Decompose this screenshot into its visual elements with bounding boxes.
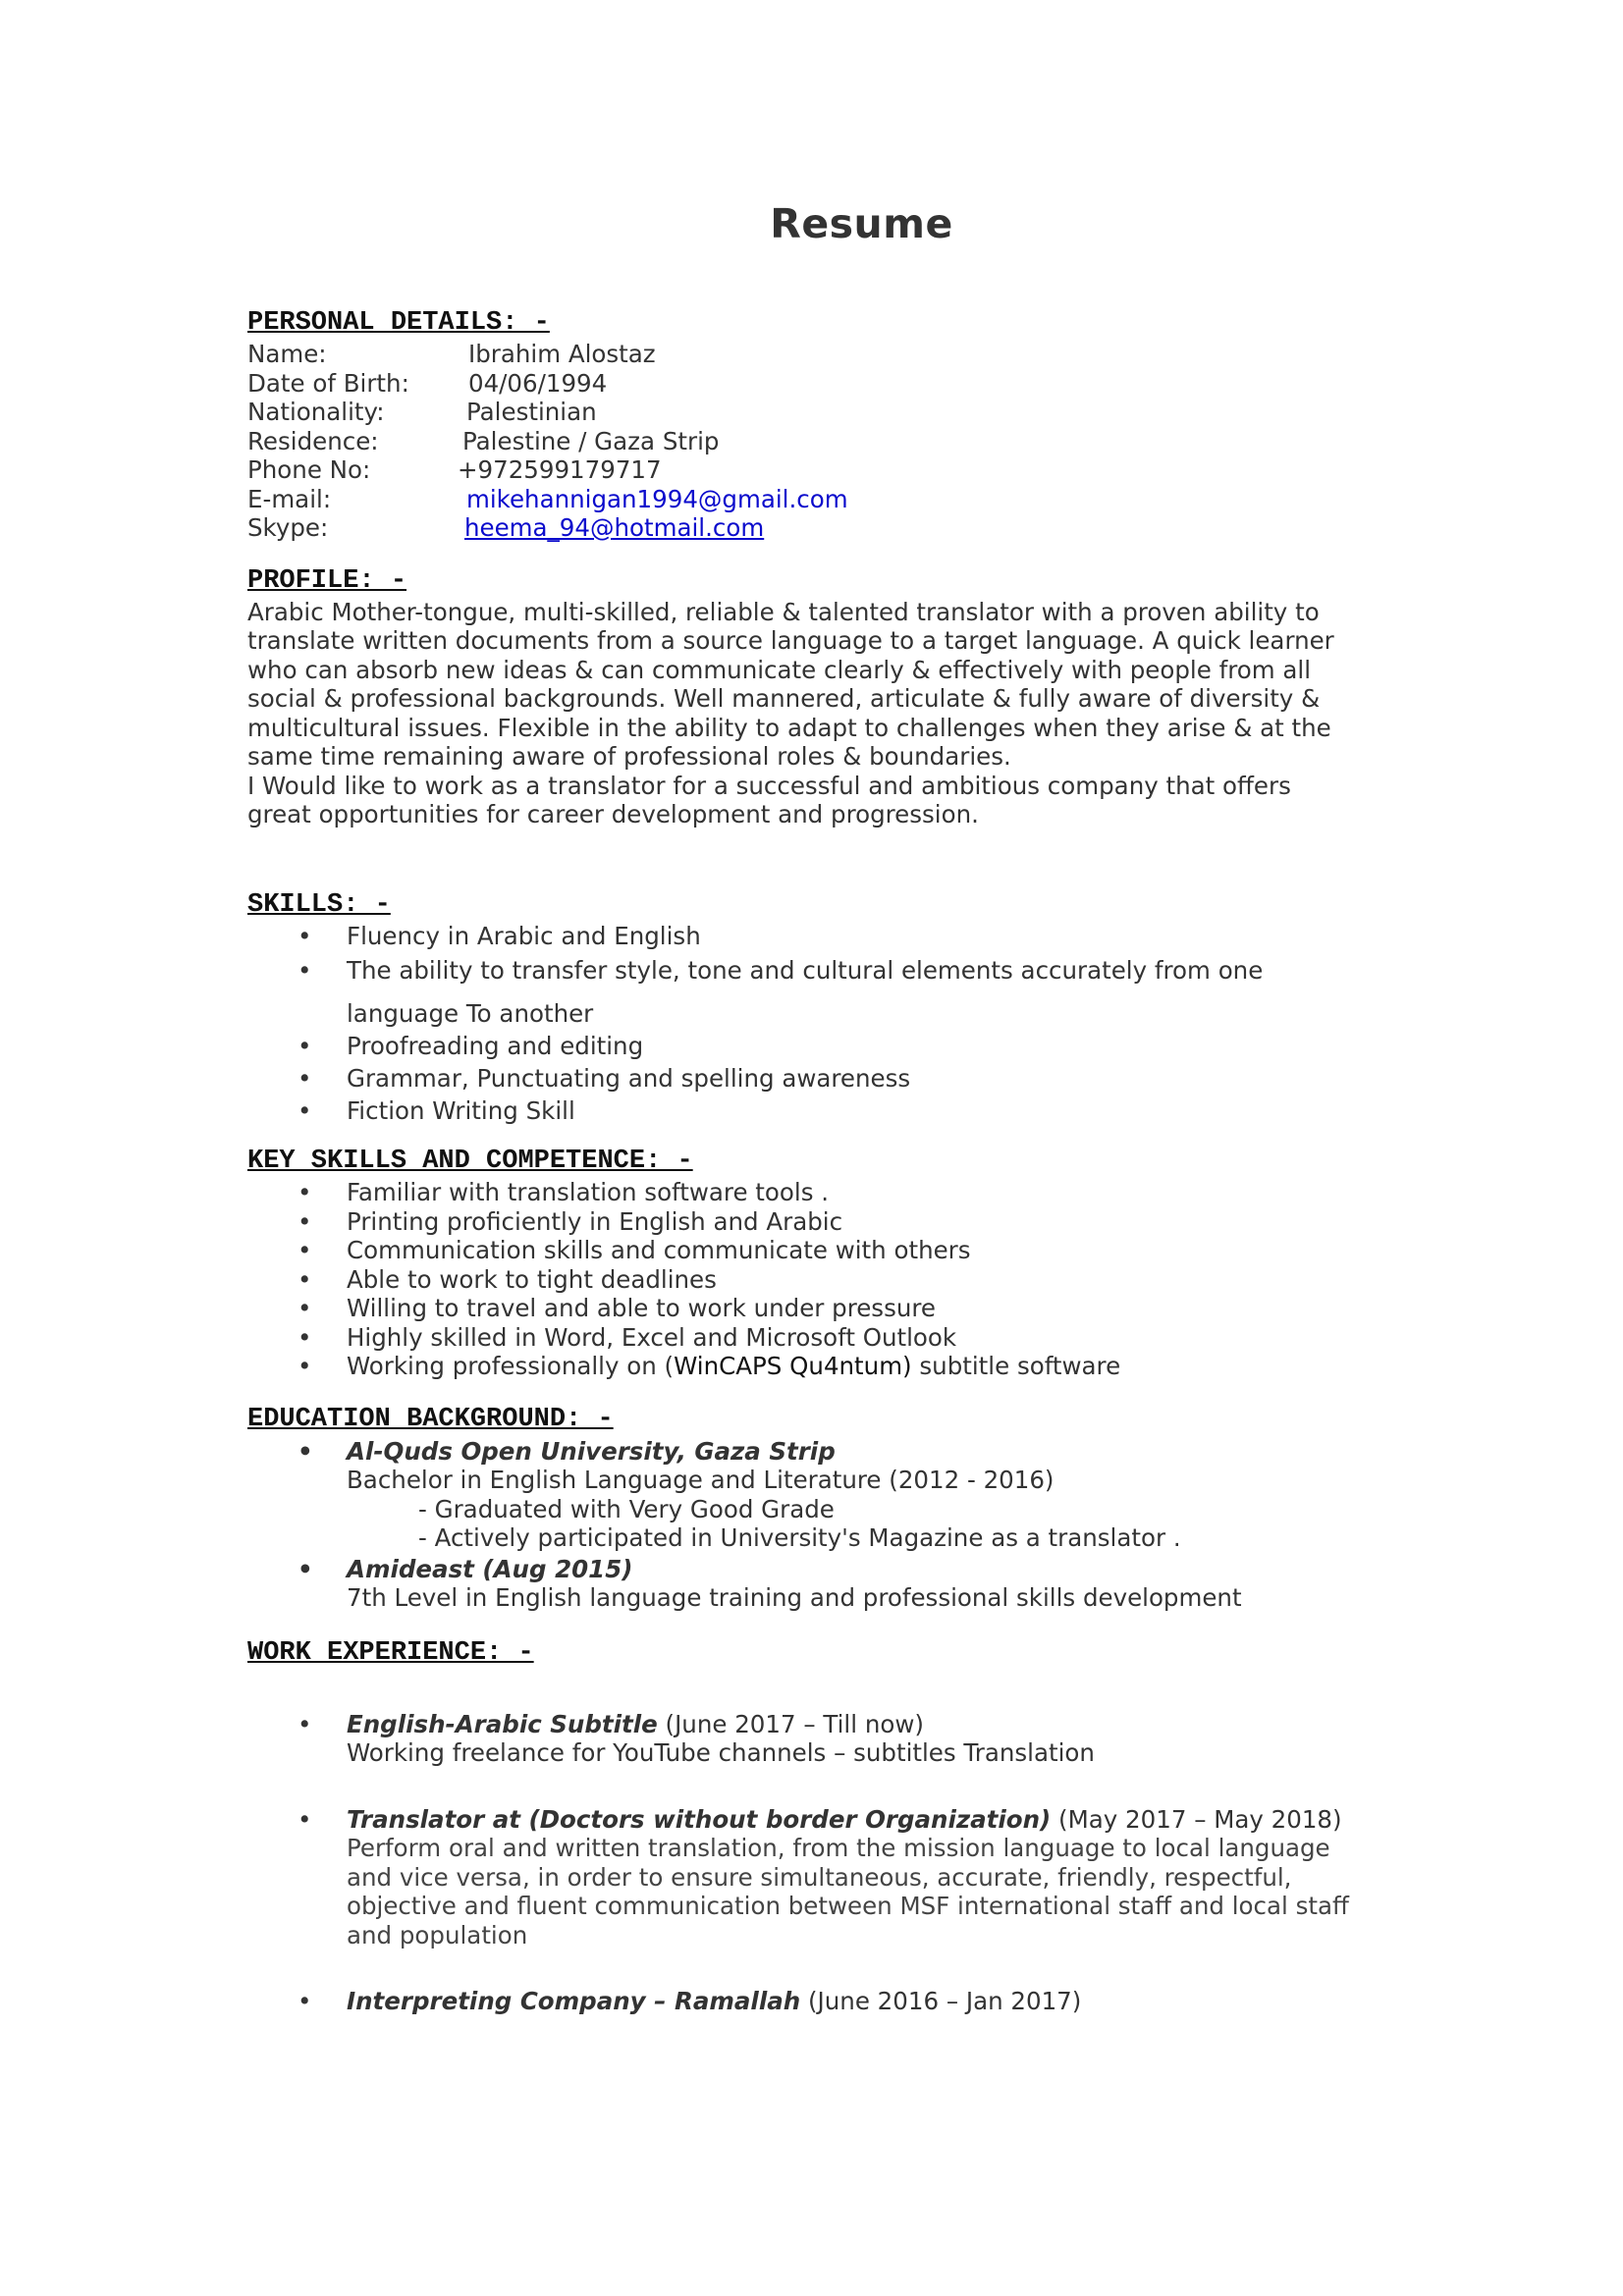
job-role: Interpreting Company – Ramallah (347, 1987, 801, 2015)
list-item: • Familiar with translation software tools . (298, 1178, 830, 1206)
list-item: • Working professionally on (WinCAPS Qu4ntum) subtitle software (298, 1352, 1121, 1380)
bullet-icon: • (298, 955, 312, 985)
profile-line: same time remaining aware of professional roles & boundaries. (247, 742, 1011, 771)
list-item: • Able to work to tight deadlines (298, 1264, 717, 1294)
dob-label: Date of Birth: (247, 368, 409, 398)
list-item (247, 1987, 1386, 2016)
phone-row (247, 455, 1386, 485)
residence-row (247, 427, 1386, 456)
job-period: (June 2016 – Jan 2017) (800, 1987, 1082, 2015)
education-title: Al-Quds Open University, Gaza Strip (347, 1436, 836, 1466)
bullet-icon: • (298, 1294, 312, 1322)
key-skills-heading: KEY SKILLS AND COMPETENCE: - (247, 1147, 693, 1176)
list-item (247, 1805, 1386, 1950)
key-skills-list (247, 1178, 1386, 1381)
phone-label: Phone No: (247, 455, 371, 484)
bullet-icon: • (298, 1178, 312, 1206)
nationality-label: Nationality: (247, 398, 385, 426)
job-description: and population (347, 1920, 528, 1949)
bullet-icon: • (298, 1352, 312, 1380)
list-item: • The ability to transfer style, tone and cultural elements accurately from one language To another (247, 949, 1386, 1036)
list-item: • Fluency in Arabic and English (298, 921, 701, 950)
profile-line: Arabic Mother-tongue, multi-skilled, reliable & talented translator with a proven ability to (247, 597, 1320, 626)
dob-row (247, 369, 1386, 399)
bullet-icon: • (298, 1031, 312, 1060)
list-item (247, 1437, 1386, 1553)
list-item (247, 1710, 1386, 1768)
profile-line: translate written documents from a source language to a target language. A quick learner (247, 626, 1334, 655)
education-note: - Graduated with Very Good Grade (418, 1494, 835, 1523)
bullet-icon: • (298, 1236, 312, 1264)
list-item: • Proofreading and editing (298, 1031, 644, 1060)
name-label: Name: (247, 340, 327, 368)
job-role: English-Arabic Subtitle (347, 1709, 658, 1738)
job-description: objective and fluent communication between MSF international staff and local staff (347, 1892, 1349, 1920)
list-item: • Highly skilled in Word, Excel and Microsoft Outlook (298, 1322, 957, 1352)
nationality-value: Palestinian (466, 398, 597, 426)
bullet-icon: • (298, 1095, 312, 1125)
list-item (247, 1555, 1386, 1613)
profile-heading: PROFILE: - (247, 565, 407, 596)
job-period: (June 2017 – Till now) (657, 1709, 924, 1738)
job-description: and vice versa, in order to ensure simultaneous, accurate, friendly, respectful, (347, 1862, 1292, 1892)
list-item: • Printing proficiently in English and Arabic (298, 1206, 843, 1236)
job-description: Perform oral and written translation, from the mission language to local language (347, 1834, 1330, 1862)
bullet-icon: • (298, 1804, 312, 1834)
resume-content (247, 306, 1386, 2054)
phone-value: +972599179717 (458, 455, 662, 484)
profile-line: I Would like to work as a translator for a successful and ambitious company that offers (247, 771, 1291, 800)
residence-value: Palestine / Gaza Strip (462, 426, 720, 455)
skype-link[interactable]: heema_94@hotmail.com (464, 513, 765, 542)
dob-value: 04/06/1994 (468, 368, 608, 398)
profile-line: who can absorb new ideas & can communicate clearly & effectively with people from all (247, 655, 1312, 684)
education-list (247, 1437, 1386, 1613)
skills-list (247, 922, 1386, 1126)
key-skills-section (247, 1145, 1386, 1381)
page-title: Resume (770, 200, 953, 247)
profile-line: multicultural issues. Flexible in the ability to adapt to challenges when they arise & at the (247, 713, 1331, 742)
job-period: (May 2017 – May 2018) (1051, 1804, 1342, 1834)
personal-details-section (247, 306, 1386, 543)
list-item: • Communication skills and communicate with others (298, 1236, 971, 1264)
job-description: Working freelance for YouTube channels – subtitles Translation (347, 1738, 1095, 1767)
personal-details-heading: PERSONAL DETAILS: - (247, 308, 550, 338)
bullet-icon: • (298, 1063, 312, 1093)
name-value: Ibrahim Alostaz (468, 340, 656, 368)
list-item: • Grammar, Punctuating and spelling awareness (298, 1063, 911, 1093)
email-link[interactable]: mikehannigan1994@gmail.com (466, 484, 848, 513)
email-row (247, 485, 1386, 514)
bullet-icon: • (298, 1709, 312, 1738)
bullet-icon: • (298, 1206, 312, 1236)
bullet-icon: • (298, 1264, 312, 1294)
profile-line: great opportunities for career development and progression. (247, 800, 979, 828)
education-heading: EDUCATION BACKGROUND: - (247, 1404, 614, 1434)
skills-section (247, 888, 1386, 1126)
education-detail: Bachelor in English Language and Literature (2012 - 2016) (347, 1466, 1055, 1494)
software-name: WinCAPS Qu4ntum) (674, 1352, 912, 1380)
email-label: E-mail: (247, 484, 332, 513)
profile-section (247, 564, 1386, 829)
list-item: • Willing to travel and able to work under pressure (298, 1294, 936, 1322)
nationality-row (247, 398, 1386, 427)
profile-line: social & professional backgrounds. Well mannered, articulate & fully aware of diversity & (247, 684, 1321, 713)
bullet-icon: • (298, 1322, 312, 1352)
work-experience-heading: WORK EXPERIENCE: - (247, 1637, 534, 1668)
education-detail: 7th Level in English language training and professional skills development (347, 1583, 1242, 1612)
bullet-icon: • (298, 1554, 313, 1583)
education-title: Amideast (Aug 2015) (347, 1554, 633, 1583)
job-role: Translator at (Doctors without border Organization) (347, 1804, 1052, 1834)
bullet-icon: • (298, 921, 312, 950)
education-section (247, 1403, 1386, 1613)
work-list (247, 1710, 1386, 2016)
residence-label: Residence: (247, 426, 379, 455)
work-experience-section (247, 1636, 1386, 2016)
skype-row (247, 513, 1386, 543)
name-row (247, 340, 1386, 369)
list-item: • Fiction Writing Skill (298, 1095, 575, 1125)
education-note: - Actively participated in University's Magazine as a translator . (418, 1523, 1181, 1552)
bullet-icon: • (298, 1436, 313, 1466)
skype-label: Skype: (247, 513, 329, 542)
bullet-icon: • (298, 1987, 312, 2015)
profile-text (247, 598, 1386, 829)
skills-heading: SKILLS: - (247, 889, 391, 920)
